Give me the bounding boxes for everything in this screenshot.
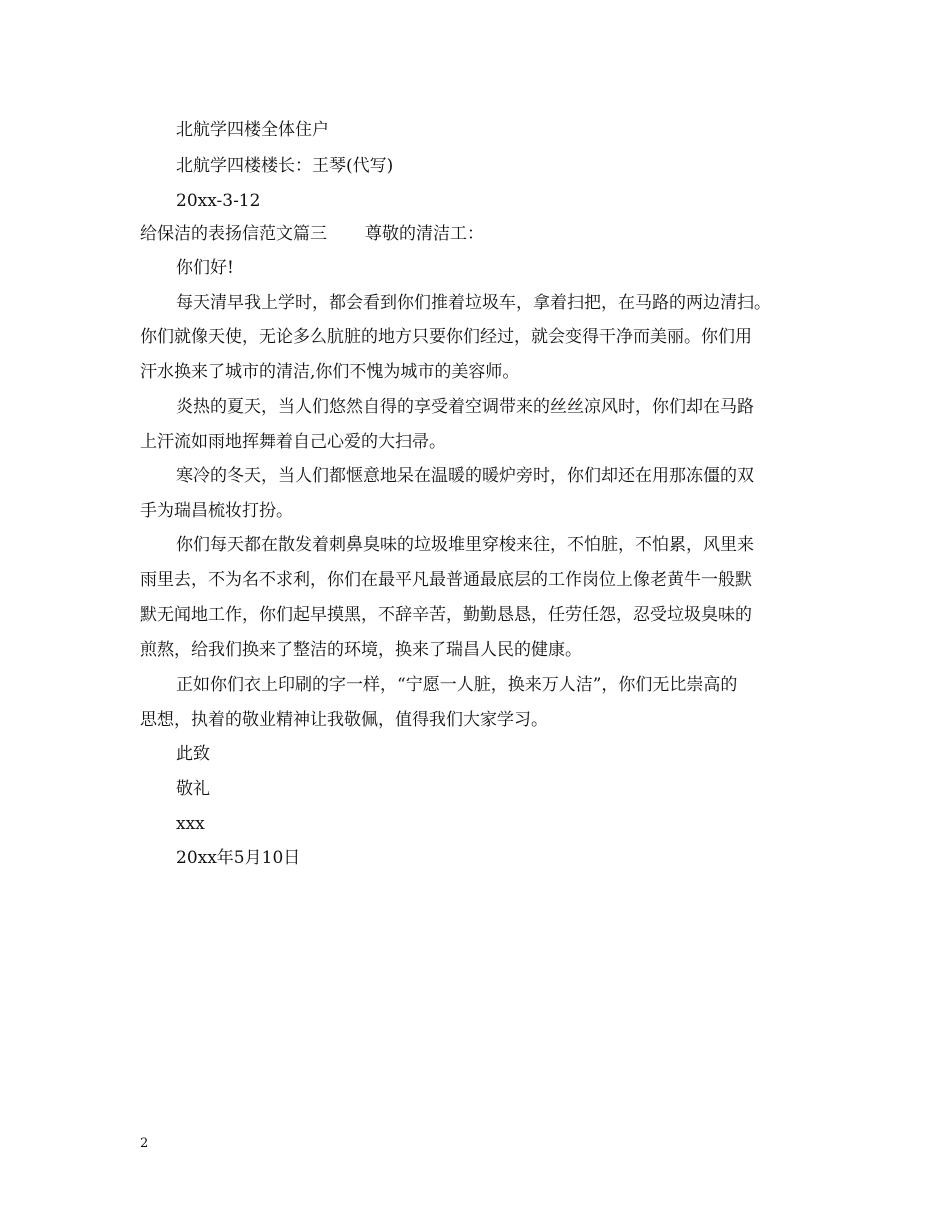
closing-date: 20xx年5月10日 (176, 848, 301, 868)
paragraph-4-line-2: 雨里去，不为名不求利，你们在最平凡最普通最底层的工作岗位上像老黄牛一般默 (140, 570, 752, 590)
paragraph-1-line-2: 你们就像天使，无论多么肮脏的地方只要你们经过，就会变得干净而美丽。你们用 (140, 327, 752, 347)
section-heading (140, 222, 484, 246)
sender-date: 20xx-3-12 (176, 191, 261, 211)
section-title: 给保洁的表扬信范文篇三 (140, 224, 327, 244)
recipient-line: 北航学四楼全体住户 (176, 120, 329, 140)
paragraph-1-line-1: 每天清早我上学时，都会看到你们推着垃圾车，拿着扫把，在马路的两边清扫。 (176, 293, 771, 313)
paragraph-4-line-4: 煎熬，给我们换来了整洁的环境，换来了瑞昌人民的健康。 (140, 640, 582, 660)
paragraph-5-line-1: 正如你们衣上印刷的字一样，“宁愿一人脏，换来万人洁”，你们无比崇高的 (176, 675, 738, 695)
greeting: 你们好! (176, 258, 234, 278)
paragraph-5-line-2: 思想，执着的敬业精神让我敬佩，值得我们大家学习。 (140, 710, 548, 730)
paragraph-4-line-1: 你们每天都在散发着刺鼻臭味的垃圾堆里穿梭来往，不怕脏，不怕累，风里来 (176, 535, 754, 555)
page-number: 2 (140, 1136, 149, 1151)
closing-line-1: 此致 (176, 744, 210, 764)
paragraph-2-line-1: 炎热的夏天，当人们悠然自得的享受着空调带来的丝丝凉风时，你们却在马路 (176, 397, 754, 417)
closing-line-2: 敬礼 (176, 779, 210, 799)
paragraph-2-line-2: 上汗流如雨地挥舞着自己心爱的大扫帚。 (140, 432, 446, 452)
paragraph-1-line-3: 汗水换来了城市的清洁,你们不愧为城市的美容师。 (140, 362, 520, 382)
paragraph-3-line-2: 手为瑞昌梳妆打扮。 (140, 501, 293, 521)
paragraph-3-line-1: 寒冷的冬天，当人们都惬意地呆在温暖的暖炉旁时，你们却还在用那冻僵的双 (176, 466, 754, 486)
sender-line: 北航学四楼楼长：王琴(代写) (176, 156, 394, 176)
paragraph-4-line-3: 默无闻地工作，你们起早摸黑，不辞辛苦，勤勤恳恳，任劳任怨，忍受垃圾臭味的 (140, 605, 752, 625)
salutation: 尊敬的清洁工： (365, 224, 484, 244)
signer: xxx (176, 814, 205, 834)
